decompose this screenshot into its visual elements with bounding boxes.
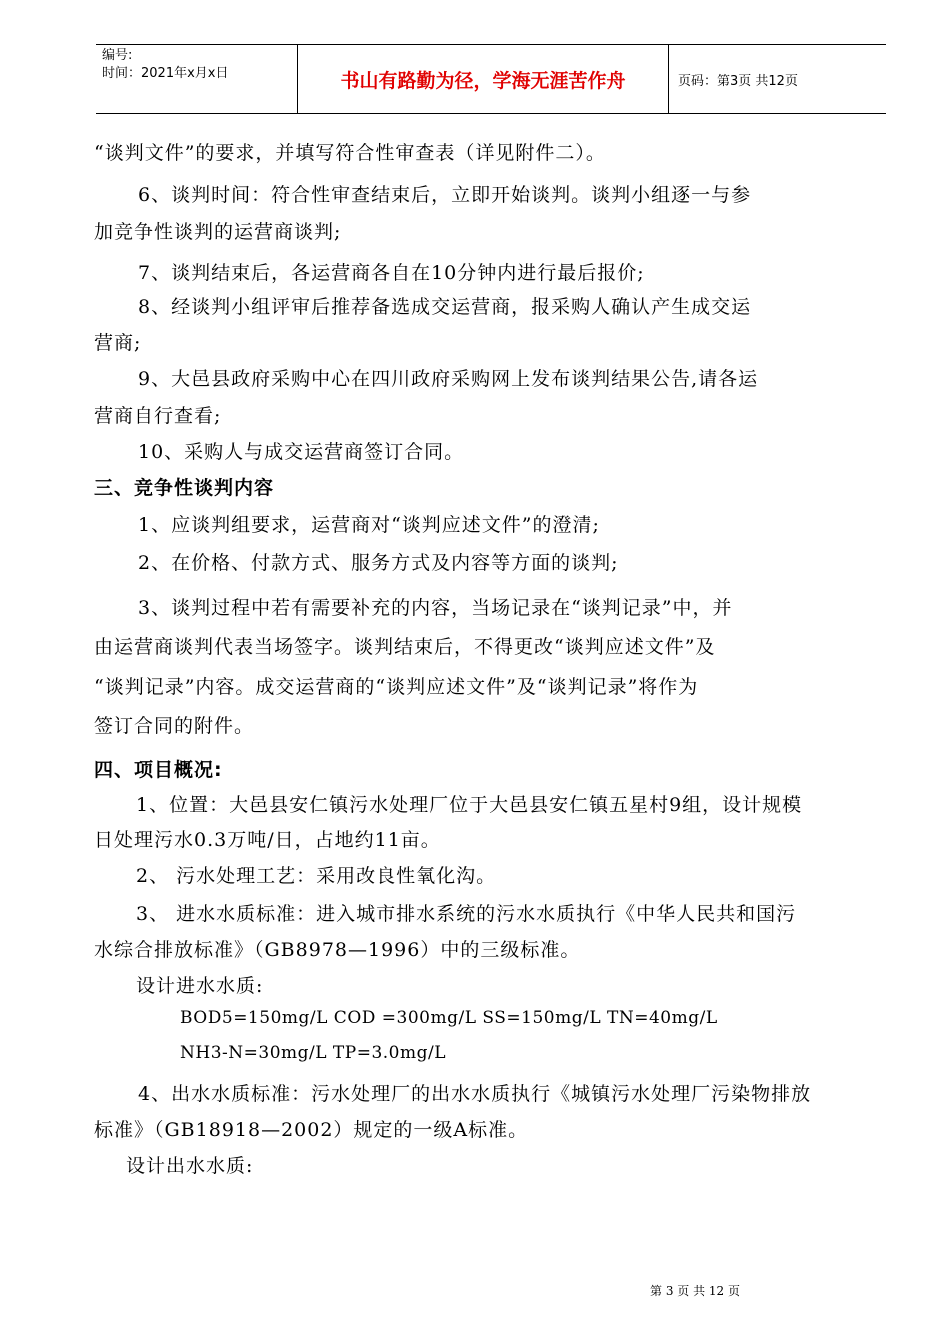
influent-quality-line-1: BOD5=150mg/L COD =300mg/L SS=150mg/L TN=40mg/L	[180, 1008, 718, 1028]
body-line: 3、谈判过程中若有需要补充的内容，当场记录在“谈判记录”中，并	[138, 597, 733, 619]
header-divider-right	[668, 45, 669, 113]
section-heading-project-overview: 四、项目概况:	[94, 759, 223, 781]
body-line: “谈判记录”内容。成交运营商的“谈判应述文件”及“谈判记录”将作为	[94, 676, 699, 698]
body-line: 2、 污水处理工艺：采用改良性氧化沟。	[136, 865, 497, 887]
body-line: 营商;	[94, 332, 142, 354]
body-line: 6、谈判时间：符合性审查结束后，立即开始谈判。谈判小组逐一与参	[138, 184, 752, 206]
body-line: 7、谈判结束后，各运营商各自在10分钟内进行最后报价;	[138, 262, 645, 284]
body-line: 4、出水水质标准：污水处理厂的出水水质执行《城镇污水处理厂污染物排放	[138, 1083, 812, 1105]
header-motto: 书山有路勤为径，学海无涯苦作舟	[340, 69, 626, 92]
influent-quality-line-2: NH3-N=30mg/L TP=3.0mg/L	[180, 1043, 447, 1063]
body-line: “谈判文件”的要求，并填写符合性审查表（详见附件二）。	[94, 142, 606, 164]
page-header	[96, 44, 886, 114]
body-line: 8、经谈判小组评审后推荐备选成交运营商，报采购人确认产生成交运	[138, 296, 752, 318]
body-line: 1、位置：大邑县安仁镇污水处理厂位于大邑县安仁镇五星村9组，设计规模	[136, 794, 803, 816]
body-line: 设计进水水质:	[136, 975, 264, 997]
body-line: 签订合同的附件。	[94, 715, 255, 737]
body-line: 9、大邑县政府采购中心在四川政府采购网上发布谈判结果公告,请各运	[138, 368, 759, 390]
body-line: 1、应谈判组要求，运营商对“谈判应述文件”的澄清;	[138, 514, 600, 536]
body-line: 由运营商谈判代表当场签字。谈判结束后，不得更改“谈判应述文件”及	[94, 636, 716, 658]
body-line: 10、采购人与成交运营商签订合同。	[138, 441, 465, 463]
document-number-label: 编号:	[102, 48, 133, 63]
body-line: 2、在价格、付款方式、服务方式及内容等方面的谈判;	[138, 552, 619, 574]
body-line: 加竞争性谈判的运营商谈判;	[94, 221, 342, 243]
body-line: 标准》（GB18918—2002）规定的一级A标准。	[94, 1119, 529, 1141]
body-line: 设计出水水质:	[126, 1155, 254, 1177]
body-line: 营商自行查看;	[94, 405, 222, 427]
document-time-label: 时间：2021年x月x日	[102, 66, 229, 81]
body-line: 3、 进水水质标准：进入城市排水系统的污水水质执行《中华人民共和国污	[136, 903, 797, 925]
body-line: 日处理污水0.3万吨/日，占地约11亩。	[94, 829, 441, 851]
body-line: 水综合排放标准》（GB8978—1996）中的三级标准。	[94, 939, 581, 961]
header-meta	[102, 47, 298, 111]
header-page-label: 页码：第3页 共12页	[678, 73, 798, 89]
section-heading-negotiation-content: 三、竞争性谈判内容	[94, 477, 275, 499]
page-footer: 第 3 页 共 12 页	[650, 1284, 740, 1298]
